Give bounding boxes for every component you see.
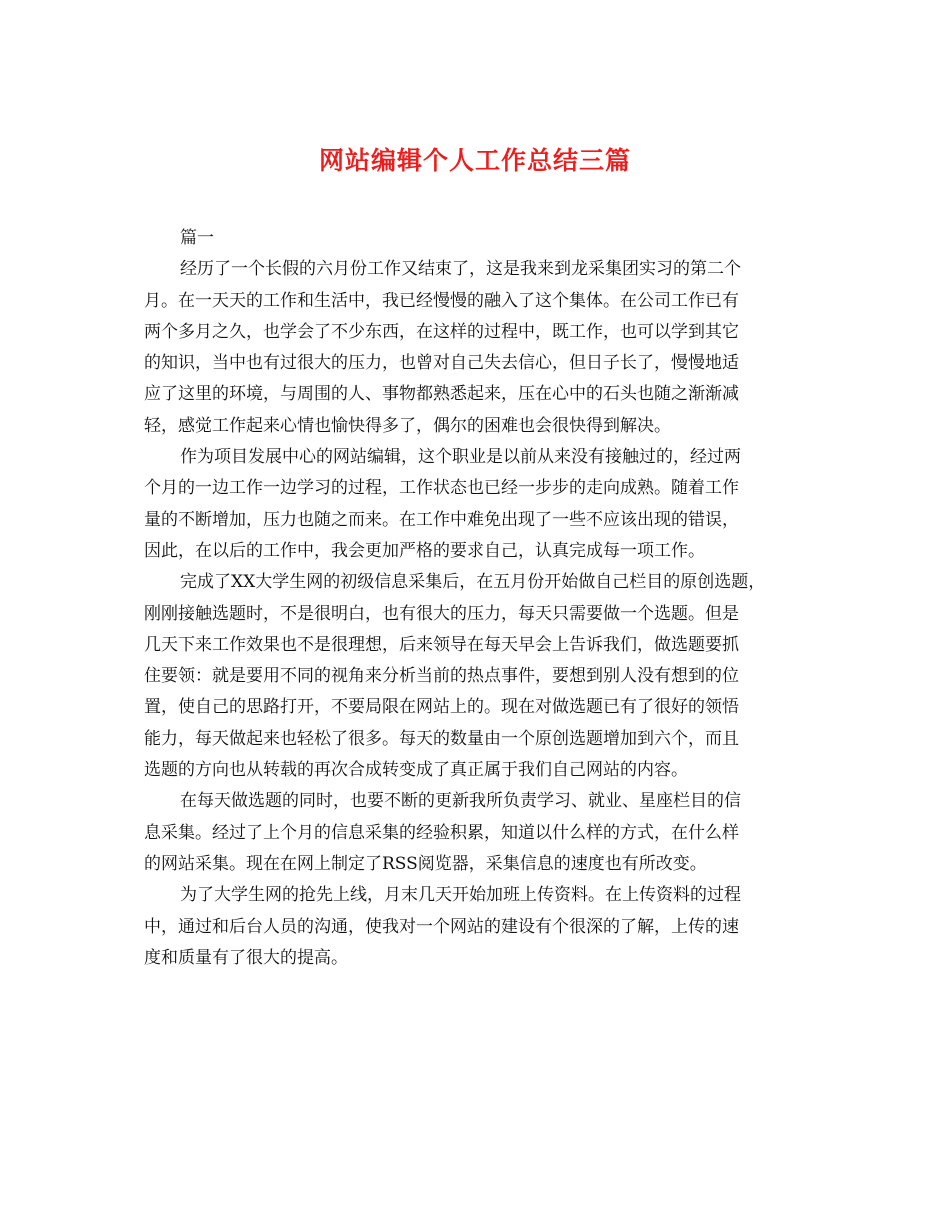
paragraph-line: 度和质量有了很大的提高。 — [144, 947, 348, 968]
document-title: 网站编辑个人工作总结三篇 — [318, 146, 631, 175]
paragraph-line: 能力，每天做起来也轻松了很多。每天的数量由一个原创选题增加到六个，而且 — [144, 728, 739, 749]
paragraph-line: 个月的一边工作一边学习的过程，工作状态也已经一步步的走向成熟。随着工作 — [144, 478, 739, 499]
paragraph-line: 几天下来工作效果也不是很理想，后来领导在每天早会上告诉我们，做选题要抓 — [144, 634, 739, 655]
paragraph-line: 经历了一个长假的六月份工作又结束了，这是我来到龙采集团实习的第二个 — [180, 259, 741, 280]
paragraph-line: 置，使自己的思路打开，不要局限在网站上的。现在对做选题已有了很好的领悟 — [144, 697, 739, 718]
paragraph-line: 选题的方向也从转载的再次合成转变成了真正属于我们自己网站的内容。 — [144, 760, 688, 781]
paragraph-line: 的网站采集。现在在网上制定了RSS阅览器，采集信息的速度也有所改变。 — [144, 853, 707, 874]
paragraph-line: 中，通过和后台人员的沟通，使我对一个网站的建设有个很深的了解，上传的速 — [144, 916, 739, 937]
paragraph-line: 住要领：就是要用不同的视角来分析当前的热点事件，要想到别人没有想到的位 — [144, 666, 739, 687]
paragraph-3 — [144, 567, 810, 786]
paragraph-line: 的知识，当中也有过很大的压力，也曾对自己失去信心，但日子长了，慢慢地适 — [144, 353, 739, 374]
paragraph-line: 为了大学生网的抢先上线，月末几天开始加班上传资料。在上传资料的过程 — [180, 885, 741, 906]
document-body — [144, 223, 810, 974]
section-heading: 篇一 — [180, 228, 214, 248]
paragraph-line: 量的不断增加，压力也随之而来。在工作中难免出现了一些不应该出现的错误， — [144, 509, 739, 530]
paragraph-2 — [144, 442, 810, 567]
paragraph-line: 完成了XX大学生网的初级信息采集后，在五月份开始做自己栏目的原创选题， — [180, 572, 766, 593]
paragraph-line: 轻，感觉工作起来心情也愉快得多了，偶尔的困难也会很快得到解决。 — [144, 415, 671, 436]
paragraph-line: 因此，在以后的工作中，我会更加严格的要求自己，认真完成每一项工作。 — [144, 540, 705, 561]
paragraph-1 — [144, 254, 810, 442]
paragraph-4 — [144, 786, 810, 880]
paragraph-line: 两个多月之久，也学会了不少东西，在这样的过程中，既工作，也可以学到其它 — [144, 321, 739, 342]
paragraph-line: 在每天做选题的同时，也要不断的更新我所负责学习、就业、星座栏目的信 — [180, 791, 741, 812]
paragraph-line: 应了这里的环境，与周围的人、事物都熟悉起来，压在心中的石头也随之渐渐减 — [144, 384, 739, 405]
paragraph-line: 作为项目发展中心的网站编辑，这个职业是以前从来没有接触过的，经过两 — [180, 447, 741, 468]
paragraph-line: 月。在一天天的工作和生活中，我已经慢慢的融入了这个集体。在公司工作已有 — [144, 290, 739, 311]
paragraph-line: 息采集。经过了上个月的信息采集的经验积累，知道以什么样的方式，在什么样 — [144, 822, 739, 843]
paragraph-5 — [144, 880, 810, 974]
paragraph-line: 刚刚接触选题时，不是很明白，也有很大的压力，每天只需要做一个选题。但是 — [144, 603, 739, 624]
